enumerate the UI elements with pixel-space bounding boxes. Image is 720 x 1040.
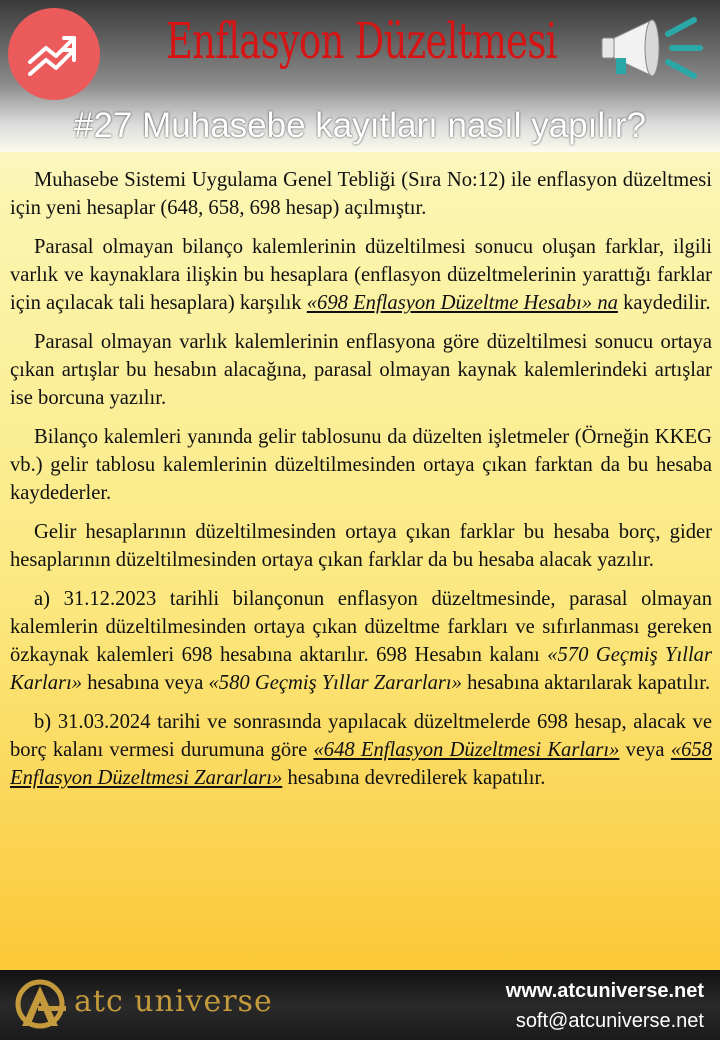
paragraph-text: veya — [619, 739, 671, 761]
paragraph-text: a) 31.12.2023 tarihli bilançonun enflasyon düzeltmesinde, parasal olmayan kalemlerin düzeltilmesinden ortaya çıkan düzeltme farkları ve sıfırlanması gereken özkaynak kalemleri 698 hesabına aktarılır. 698 Hesabın kalanı — [10, 588, 712, 666]
article-body — [10, 166, 712, 803]
email-link[interactable]: soft@atcuniverse.net — [515, 1010, 704, 1032]
paragraph-item-b — [10, 708, 712, 792]
account-ref-580: «580 Geçmiş Yıllar Zararları» — [208, 672, 462, 694]
page-title: Enflasyon Düzeltmesi — [165, 12, 557, 70]
account-ref-658: «658 Enflasyon Düzeltmesi Zararları» — [10, 739, 712, 789]
website-link[interactable]: www.atcuniverse.net — [505, 980, 704, 1002]
paragraph-item-a — [10, 585, 712, 697]
paragraph-text: kaydedilir. — [617, 292, 711, 314]
paragraph-intro: Muhasebe Sistemi Uygulama Genel Tebliği (Sıra No:12) ile enflasyon düzeltmesi için yeni hesaplar (648, 658, 698 hesap) açılmıştır. — [10, 169, 712, 219]
paragraph-income-expense: Gelir hesaplarının düzeltilmesinden ortaya çıkan farklar bu hesaba borç, gider hesaplarının düzeltilmesinden ortaya çıkan farklar da bu hesaba alacak yazılır. — [10, 521, 712, 571]
page-subtitle: #27 Muhasebe kayıtları nasıl yapılır? — [74, 106, 646, 145]
paragraph-assets: Parasal olmayan varlık kalemlerinin enflasyona göre düzeltilmesi sonucu ortaya çıkan artışlar bu hesabın alacağına, parasal olmayan kaynak kalemlerindeki artışlar ise borcuna yazılır. — [10, 331, 712, 409]
megaphone-icon — [596, 12, 706, 84]
trend-badge — [8, 8, 100, 100]
atc-logo-icon — [10, 976, 70, 1032]
account-ref-648: «648 Enflasyon Düzeltmesi Karları» — [313, 739, 620, 761]
paragraph-698-account — [10, 233, 712, 317]
account-ref-570: «570 Geçmiş Yıllar Karları» — [10, 644, 712, 694]
account-ref-698: «698 Enflasyon Düzeltme Hesabı» na — [306, 292, 618, 314]
brand-name: atc universe — [74, 984, 273, 1019]
paragraph-text: hesabına devredilerek kapatılır. — [282, 767, 546, 789]
paragraph-text: hesabına veya — [82, 672, 209, 694]
paragraph-income-statement: Bilanço kalemleri yanında gelir tablosunu da düzelten işletmeler (Örneğin KKEG vb.) gelir tablosu kalemlerinin düzeltilmesinden ortaya çıkan farktan da bu hesaba kaydederler. — [10, 426, 712, 504]
paragraph-text: hesabına aktarılarak kapatılır. — [461, 672, 711, 694]
trending-up-icon — [26, 32, 82, 76]
paragraph-text: Parasal olmayan bilanço kalemlerinin düzeltilmesi sonucu oluşan farklar, ilgili varlık ve kaynaklara ilişkin bu hesaplara (enflasyon düzeltmelerinin yarattığı farklar için açılacak tali hesaplara) karşılık — [10, 236, 712, 314]
contact-info — [506, 976, 704, 1036]
paragraph-text: b) 31.03.2024 tarihi ve sonrasında yapılacak düzeltmelerde 698 hesap, alacak ve borç kalanı vermesi durumuna göre — [10, 711, 712, 761]
